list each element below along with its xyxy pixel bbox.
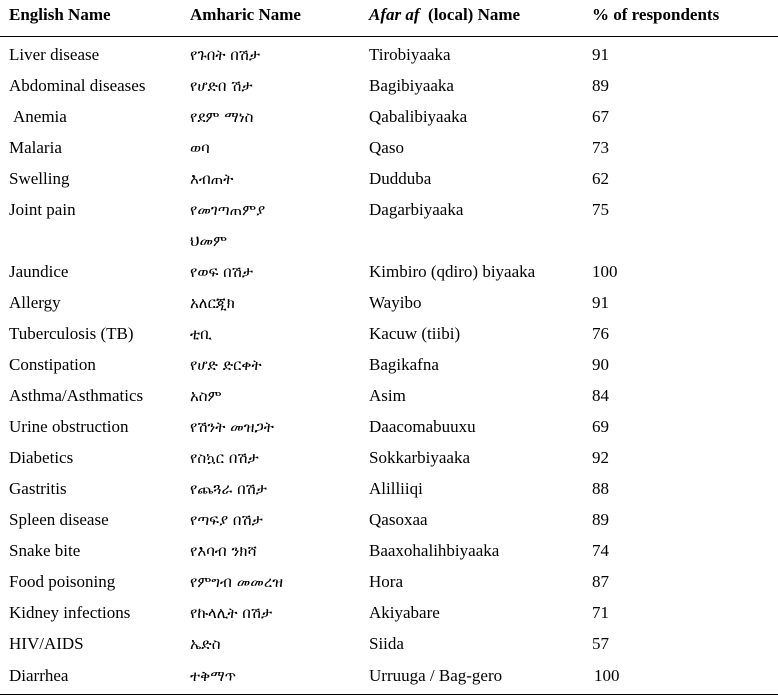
english-name-cell: Constipation bbox=[9, 355, 96, 374]
afar-name-cell: Akiyabare bbox=[369, 603, 440, 622]
amharic-name-cell: አለርጂክ bbox=[190, 294, 235, 312]
percent-cell: 57 bbox=[592, 634, 609, 653]
afar-name-cell: Asim bbox=[369, 386, 406, 405]
english-name-cell: Kidney infections bbox=[9, 603, 131, 622]
amharic-name-cell: የደም ማነስ bbox=[190, 108, 254, 126]
amharic-name-cell: የጨጓራ በሽታ bbox=[190, 480, 268, 498]
header-local-name: (local) Name bbox=[428, 5, 521, 24]
english-name-cell: Snake bite bbox=[9, 541, 81, 560]
afar-name-cell: Alilliiqi bbox=[369, 479, 423, 498]
amharic-name-cell: ተቅማጥ bbox=[190, 667, 237, 685]
afar-name-cell: Bagikafna bbox=[369, 355, 439, 374]
afar-name-cell: Bagibiyaaka bbox=[369, 76, 454, 95]
english-name-cell: Abdominal diseases bbox=[9, 76, 146, 95]
header-percent-respondents: % of respondents bbox=[592, 5, 720, 24]
afar-name-cell: Qaso bbox=[369, 138, 404, 157]
bottom-rule bbox=[0, 694, 778, 695]
amharic-name-cell: የስኳር በሽታ bbox=[190, 449, 259, 467]
amharic-name-cell: የእባብ ንክሻ bbox=[190, 542, 257, 560]
afar-name-cell: Tirobiyaaka bbox=[369, 45, 451, 64]
header-rule bbox=[0, 36, 778, 37]
amharic-name-cell: የሽንት መዝጋት bbox=[190, 418, 274, 436]
afar-name-cell: Kimbiro (qdiro) biyaaka bbox=[369, 262, 536, 281]
header-amharic-name: Amharic Name bbox=[190, 5, 301, 24]
afar-name-cell: Qasoxaa bbox=[369, 510, 428, 529]
percent-cell: 74 bbox=[592, 541, 609, 560]
percent-cell: 84 bbox=[592, 386, 609, 405]
percent-cell: 71 bbox=[592, 603, 609, 622]
afar-name-cell: Siida bbox=[369, 634, 404, 653]
header-afar-af: Afar af bbox=[369, 5, 420, 24]
percent-cell: 89 bbox=[592, 76, 609, 95]
amharic-name-cell: የሆድበ ሽታ bbox=[190, 77, 253, 95]
amharic-name-cell: ኤድስ bbox=[190, 635, 221, 653]
afar-name-cell: Kacuw (tiibi) bbox=[369, 324, 461, 343]
english-name-cell: Gastritis bbox=[9, 479, 67, 498]
amharic-name-cell: እብጠት bbox=[190, 170, 234, 188]
amharic-name-cell: ቲቢ bbox=[190, 325, 212, 343]
percent-cell: 76 bbox=[592, 324, 609, 343]
header-english-name: English Name bbox=[9, 5, 111, 24]
amharic-name-cell: የጉበት በሽታ bbox=[190, 46, 261, 64]
afar-name-cell: Baaxohalihbiyaaka bbox=[369, 541, 500, 560]
header-afar-name bbox=[369, 5, 520, 25]
afar-name-cell: Sokkarbiyaaka bbox=[369, 448, 471, 467]
amharic-name-cell: የኩላሊት በሽታ bbox=[190, 604, 273, 622]
english-name-cell: Asthma/Asthmatics bbox=[9, 386, 144, 405]
amharic-name-cell: የጣፍያ በሽታ bbox=[190, 511, 263, 529]
amharic-name-cell: የሆድ ድርቀት bbox=[190, 356, 262, 374]
amharic-name-cell: የምግብ መመረዝ bbox=[190, 573, 283, 591]
percent-cell: 87 bbox=[592, 572, 609, 591]
percent-cell: 89 bbox=[592, 510, 609, 529]
afar-name-cell: Urruuga / Bag-gero bbox=[369, 666, 503, 685]
table-header bbox=[0, 0, 778, 40]
english-name-cell: Food poisoning bbox=[9, 572, 116, 591]
afar-name-cell: Daacomabuuxu bbox=[369, 417, 476, 436]
english-name-cell: Anemia bbox=[13, 107, 67, 126]
english-name-cell: Diabetics bbox=[9, 448, 74, 467]
amharic-name-cell: ወባ bbox=[190, 139, 210, 157]
english-name-cell: Tuberculosis (TB) bbox=[9, 324, 134, 343]
english-name-cell: Liver disease bbox=[9, 45, 100, 64]
afar-name-cell: Dagarbiyaaka bbox=[369, 200, 464, 219]
amharic-name-cell: የወፍ በሽታ bbox=[190, 263, 254, 281]
english-name-cell: Urine obstruction bbox=[9, 417, 129, 436]
percent-cell: 100 bbox=[592, 262, 618, 281]
english-name-cell: HIV/AIDS bbox=[9, 634, 84, 653]
percent-cell: 91 bbox=[592, 45, 609, 64]
afar-name-cell: Qabalibiyaaka bbox=[369, 107, 468, 126]
percent-cell: 90 bbox=[592, 355, 609, 374]
english-name-cell: Swelling bbox=[9, 169, 70, 188]
percent-cell: 69 bbox=[592, 417, 609, 436]
afar-name-cell: Dudduba bbox=[369, 169, 432, 188]
english-name-cell: Malaria bbox=[9, 138, 62, 157]
afar-name-cell: Hora bbox=[369, 572, 403, 591]
afar-name-cell: Wayibo bbox=[369, 293, 422, 312]
amharic-name-cell: የመገጣጠምያ bbox=[190, 201, 266, 219]
percent-cell: 100 bbox=[594, 666, 620, 685]
amharic-name-cell: አስም bbox=[190, 387, 222, 405]
english-name-cell: Jaundice bbox=[9, 262, 69, 281]
percent-cell: 92 bbox=[592, 448, 609, 467]
percent-cell: 73 bbox=[592, 138, 609, 157]
english-name-cell: Allergy bbox=[9, 293, 61, 312]
english-name-cell: Diarrhea bbox=[9, 666, 69, 685]
amharic-name-cell-line2: ህመም bbox=[190, 232, 228, 250]
percent-cell: 67 bbox=[592, 107, 609, 126]
english-name-cell: Joint pain bbox=[9, 200, 76, 219]
percent-cell: 88 bbox=[592, 479, 609, 498]
percent-cell: 62 bbox=[592, 169, 609, 188]
percent-cell: 75 bbox=[592, 200, 609, 219]
percent-cell: 91 bbox=[592, 293, 609, 312]
english-name-cell: Spleen disease bbox=[9, 510, 109, 529]
